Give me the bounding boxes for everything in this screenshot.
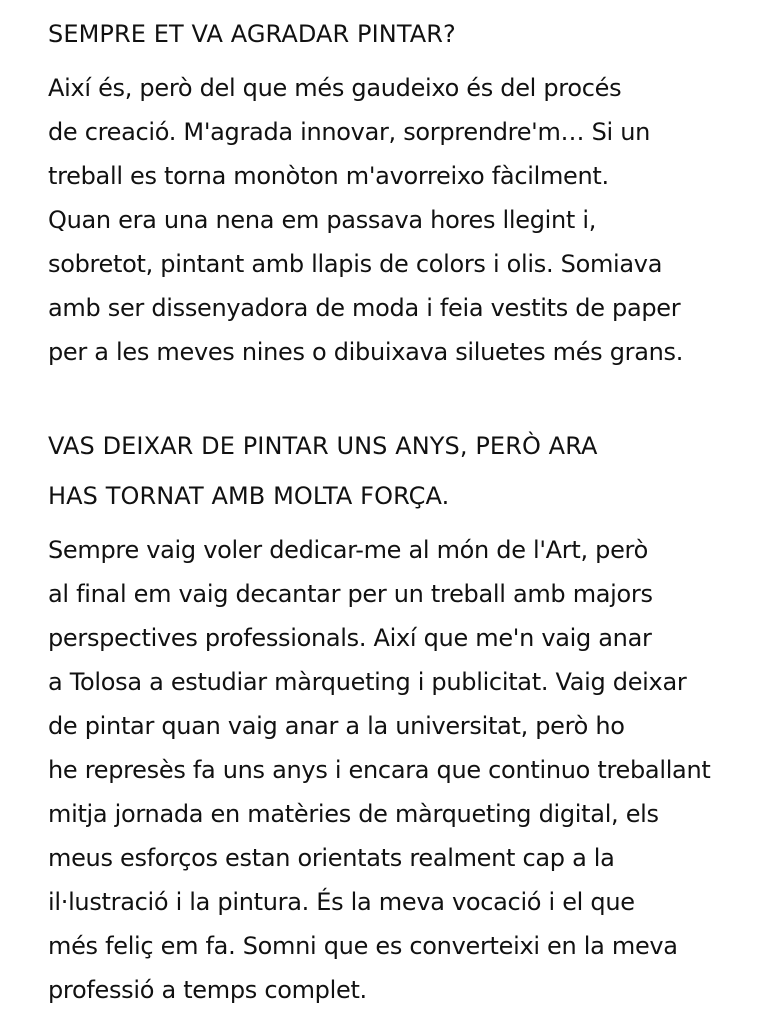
- paragraph-line: he represès fa uns anys i encara que continuo treballant: [48, 756, 711, 784]
- paragraph-line: amb ser dissenyadora de moda i feia vestits de paper: [48, 294, 681, 322]
- paragraph-line: al final em vaig decantar per un treball amb majors: [48, 580, 653, 608]
- heading-line: SEMPRE ET VA AGRADAR PINTAR?: [48, 20, 456, 48]
- paragraph-line: per a les meves nines o dibuixava siluetes més grans.: [48, 338, 684, 366]
- paragraph-line: més feliç em fa. Somni que es converteixi en la meva: [48, 932, 678, 960]
- heading-line: VAS DEIXAR DE PINTAR UNS ANYS, PERÒ ARA: [48, 432, 598, 460]
- paragraph-line: treball es torna monòton m'avorreixo fàcilment.: [48, 162, 609, 190]
- paragraph-line: mitja jornada en matèries de màrqueting digital, els: [48, 800, 659, 828]
- paragraph-line: meus esforços estan orientats realment cap a la: [48, 844, 615, 872]
- paragraph-line: de creació. M'agrada innovar, sorprendre'm… Si un: [48, 118, 651, 146]
- paragraph-line: Així és, però del que més gaudeixo és del procés: [48, 74, 622, 102]
- paragraph-line: a Tolosa a estudiar màrqueting i publicitat. Vaig deixar: [48, 668, 687, 696]
- paragraph-line: Sempre vaig voler dedicar-me al món de l'Art, però: [48, 536, 648, 564]
- heading-line: HAS TORNAT AMB MOLTA FORÇA.: [48, 482, 450, 510]
- paragraph-line: perspectives professionals. Així que me'n vaig anar: [48, 624, 652, 652]
- paragraph-line: sobretot, pintant amb llapis de colors i olis. Somiava: [48, 250, 663, 278]
- paragraph-line: professió a temps complet.: [48, 976, 367, 1004]
- paragraph-line: de pintar quan vaig anar a la universitat, però ho: [48, 712, 625, 740]
- paragraph-line: Quan era una nena em passava hores llegint i,: [48, 206, 597, 234]
- paragraph-line: il·lustració i la pintura. És la meva vocació i el que: [48, 888, 635, 916]
